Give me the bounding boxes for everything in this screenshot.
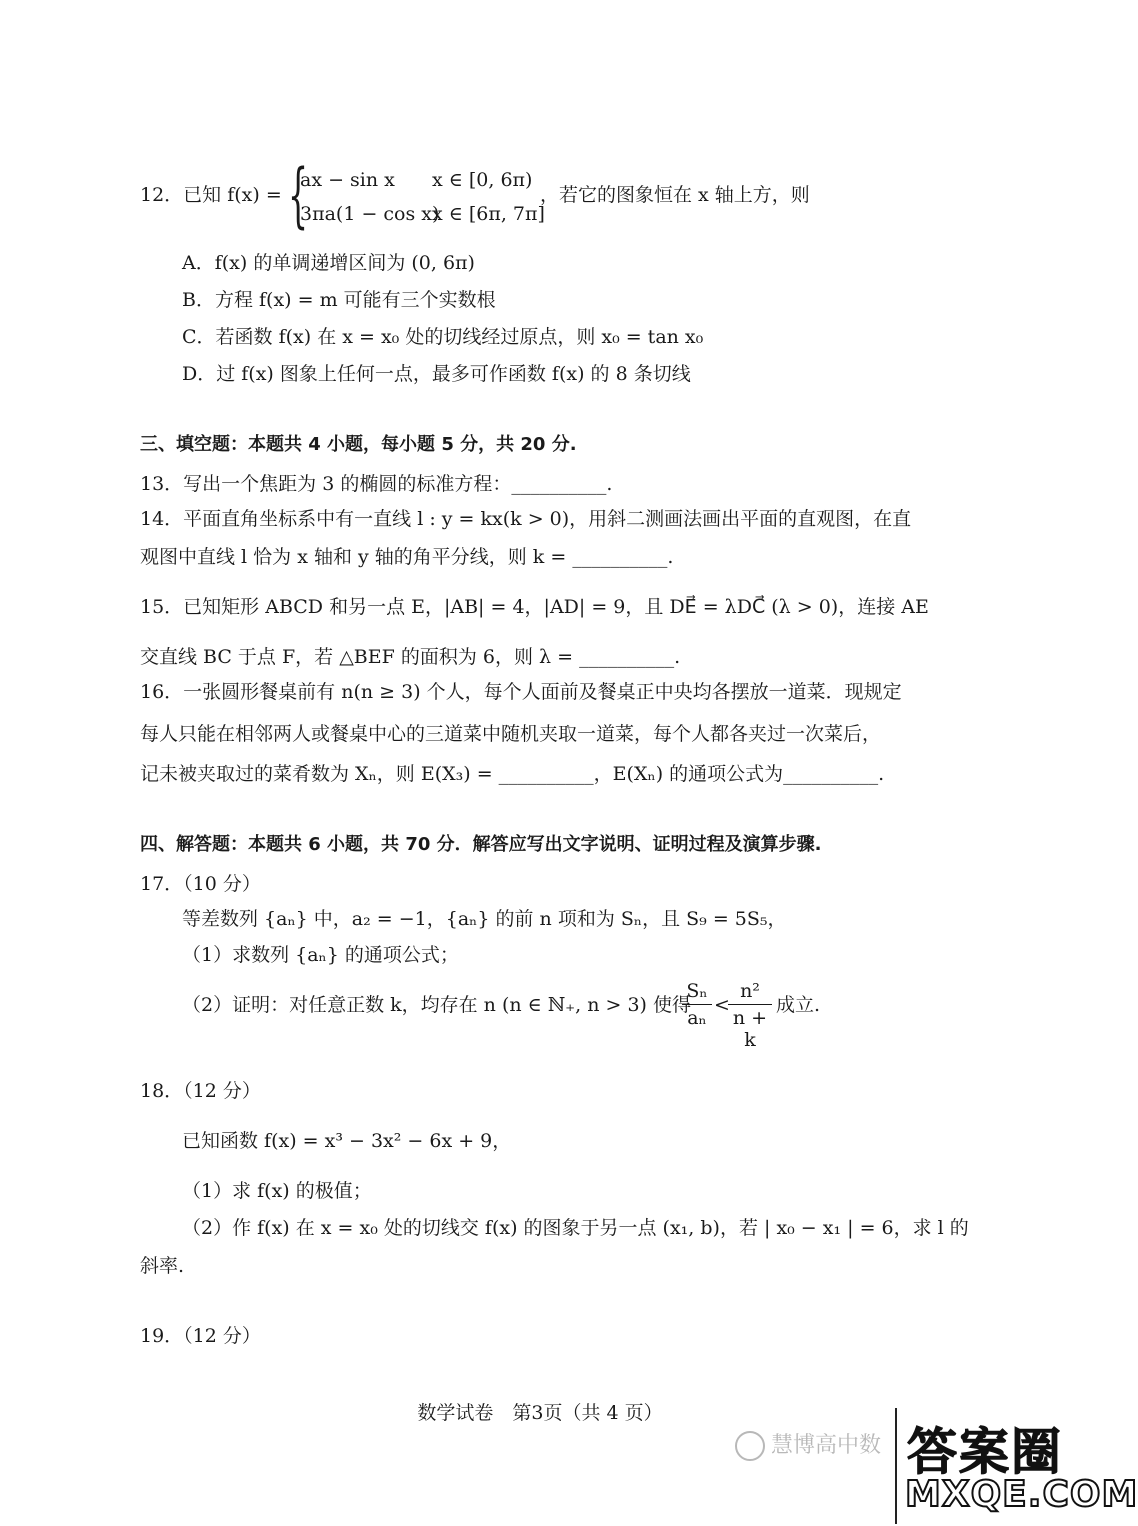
fraction-denominator: aₙ	[687, 1007, 707, 1029]
q17-heading: 17．（10 分）	[140, 873, 261, 895]
q18-part2: （2）作 f(x) 在 x = x₀ 处的切线交 f(x) 的图象于另一点 (x₁, b)，若 | x₀ − x₁ | = 6，求 l 的	[182, 1217, 969, 1239]
watermark-account	[735, 1428, 881, 1461]
q17-part1: （1）求数列 {aₙ} 的通项公式；	[182, 944, 459, 966]
fraction-denominator: n + k	[732, 1007, 768, 1051]
q17-part2-suffix: 成立.	[776, 994, 821, 1016]
q15-line2: 交直线 BC 于点 F，若 △BEF 的面积为 6，则 λ = __________.	[140, 646, 681, 668]
fraction-sn-over-an	[682, 980, 712, 1029]
q12-piece2-domain: x ∈ [6π, 7π]	[432, 203, 545, 225]
fraction-bar	[728, 1004, 772, 1005]
q12-option-b: B．方程 f(x) = m 可能有三个实数根	[182, 289, 496, 311]
q17-part2-prefix: （2）证明：对任意正数 k，均存在 n (n ∈ ℕ₊, n > 3) 使得	[182, 994, 692, 1016]
page-footer: 数学试卷 第3页（共 4 页）	[417, 1402, 663, 1424]
site-logo	[895, 1408, 1138, 1524]
q16-line2: 每人只能在相邻两人或餐桌中心的三道菜中随机夹取一道菜，每个人都各夹过一次菜后，	[140, 723, 882, 745]
q14-line1: 14．平面直角坐标系中有一直线 l : y = kx(k > 0)，用斜二测画法画出平面的直观图，在直	[140, 508, 912, 530]
q19-heading: 19．（12 分）	[140, 1325, 261, 1347]
fraction-n2-over-n-plus-k	[728, 980, 772, 1051]
q12-option-c: C．若函数 f(x) 在 x = x₀ 处的切线经过原点，则 x₀ = tan x₀	[182, 326, 704, 348]
q18-part1: （1）求 f(x) 的极值；	[182, 1180, 372, 1202]
q12-piece1-domain: x ∈ [0, 6π)	[432, 169, 533, 191]
q16-line1: 16．一张圆形餐桌前有 n(n ≥ 3) 个人，每个人面前及餐桌正中央均各摆放一道菜．现规定	[140, 681, 902, 703]
q14-line2: 观图中直线 l 恰为 x 轴和 y 轴的角平分线，则 k = __________.	[140, 546, 674, 568]
q12-option-d: D．过 f(x) 图象上任何一点，最多可作函数 f(x) 的 8 条切线	[182, 363, 691, 385]
logo-english-text: MXQE.COM	[905, 1474, 1138, 1515]
q12-suffix: ，若它的图象恒在 x 轴上方，则	[540, 184, 810, 206]
logo-chinese-text: 答案圈	[907, 1423, 1063, 1481]
fraction-numerator: Sₙ	[686, 980, 708, 1002]
section-3-heading: 三、填空题：本题共 4 小题，每小题 5 分，共 20 分.	[140, 434, 577, 455]
q12-prefix: 12．已知 f(x) =	[140, 184, 282, 206]
q12-piece1-expr: ax − sin x	[300, 169, 395, 191]
q12-brace: {	[288, 154, 309, 236]
watermark-account-name: 慧博高中数	[771, 1433, 882, 1458]
q13-text: 13．写出一个焦距为 3 的椭圆的标准方程：__________.	[140, 473, 613, 495]
q18-heading: 18．（12 分）	[140, 1080, 261, 1102]
q12-piece2-expr: 3πa(1 − cos x)	[300, 203, 440, 225]
less-than-sign: <	[714, 994, 730, 1016]
section-4-heading: 四、解答题：本题共 6 小题，共 70 分．解答应写出文字说明、证明过程及演算步骤.	[140, 834, 822, 855]
q17-stem: 等差数列 {aₙ} 中，a₂ = −1，{aₙ} 的前 n 项和为 Sₙ，且 S₉ = 5S₅，	[182, 908, 787, 930]
wechat-icon	[735, 1431, 765, 1461]
q18-stem: 已知函数 f(x) = x³ − 3x² − 6x + 9，	[182, 1130, 512, 1152]
q18-part2-continued: 斜率.	[140, 1255, 185, 1277]
q16-line3: 记未被夹取过的菜肴数为 Xₙ，则 E(X₃) = __________，E(Xₙ) 的通项公式为__________.	[140, 763, 885, 785]
q12-option-a: A．f(x) 的单调递增区间为 (0, 6π)	[182, 252, 475, 274]
q15-line1: 15．已知矩形 ABCD 和另一点 E，|AB| = 4，|AD| = 9，且 DE⃗ = λDC⃗ (λ > 0)，连接 AE	[140, 596, 929, 618]
fraction-numerator: n²	[740, 980, 760, 1002]
fraction-bar	[682, 1004, 712, 1005]
